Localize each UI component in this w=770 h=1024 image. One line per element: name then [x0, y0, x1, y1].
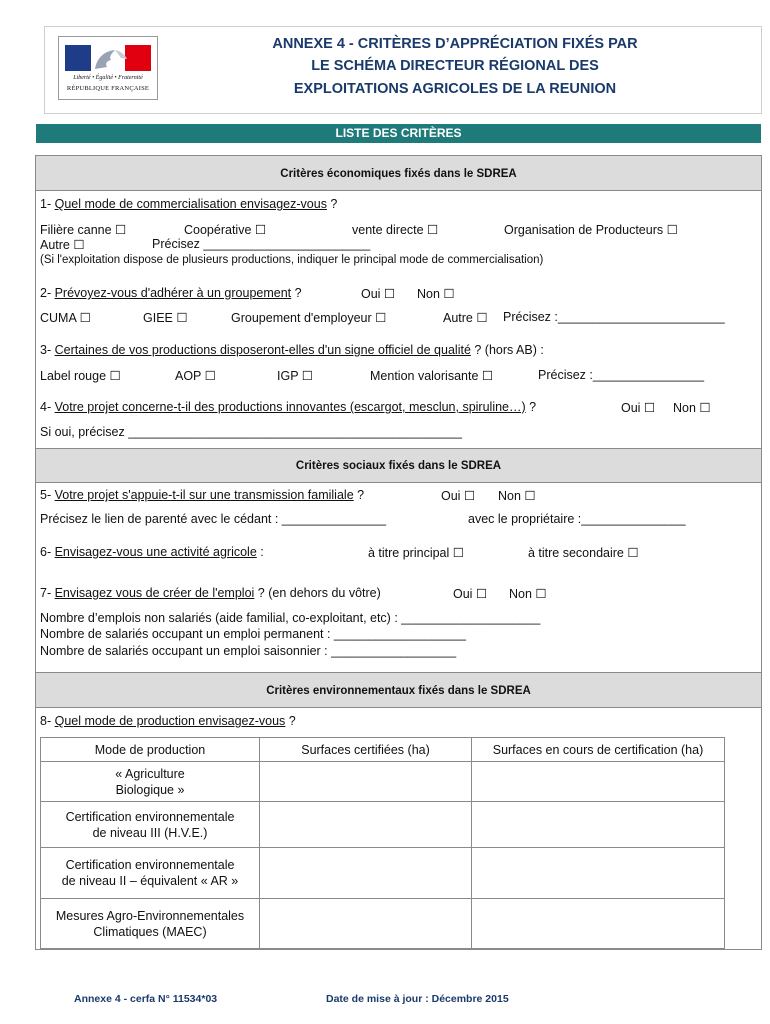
checkbox-q4-non[interactable]: Non ☐	[673, 401, 711, 415]
lien-proprietaire-field[interactable]: avec le propriétaire :_______________	[468, 512, 686, 526]
header-surfaces-en-cours: Surfaces en cours de certification (ha)	[472, 738, 725, 762]
table-row-hve	[41, 802, 725, 848]
precisez-signe-qualite-field[interactable]: Précisez :________________	[538, 368, 705, 382]
checkbox-titre-secondaire[interactable]: à titre secondaire ☐	[528, 546, 639, 560]
question-text: Votre projet s'appuie-t-il sur une transmission familiale	[54, 488, 354, 502]
question-end: ?	[285, 714, 296, 728]
cell-surfaces-certifiees[interactable]	[260, 899, 472, 949]
checkbox-q7-oui[interactable]: Oui ☐	[453, 587, 488, 601]
question-text: Quel mode de commercialisation envisagez-vous	[54, 197, 327, 211]
question-text: Envisagez vous de créer de l'emploi	[54, 586, 255, 600]
checkbox-autre-commercialisation[interactable]: Autre ☐	[40, 238, 85, 252]
checkbox-q2-oui[interactable]: Oui ☐	[361, 287, 396, 301]
cell-surfaces-en-cours[interactable]	[472, 899, 725, 949]
question-text: Envisagez-vous une activité agricole	[54, 545, 257, 559]
row-label-line-1: « Agriculture	[115, 766, 185, 781]
precisez-groupement-field[interactable]: Précisez :________________________	[503, 310, 725, 324]
question-number: 3-	[40, 343, 55, 357]
cell-surfaces-en-cours[interactable]	[472, 802, 725, 848]
checkbox-q2-non[interactable]: Non ☐	[417, 287, 455, 301]
question-text: Certaines de vos productions disposeront-elles d'un signe officiel de qualité	[54, 343, 471, 357]
checkbox-q4-oui[interactable]: Oui ☐	[621, 401, 656, 415]
checkbox-titre-principal[interactable]: à titre principal ☐	[368, 546, 464, 560]
table-header-row	[41, 738, 725, 762]
question-2	[40, 286, 302, 300]
question-4	[40, 400, 536, 414]
cell-surfaces-en-cours[interactable]	[472, 762, 725, 802]
checkbox-cuma[interactable]: CUMA ☐	[40, 311, 91, 325]
checkbox-igp[interactable]: IGP ☐	[277, 369, 313, 383]
section-environmental-heading: Critères environnementaux fixés dans le SDREA	[36, 672, 761, 708]
row-label-line-2: de niveau III (H.V.E.)	[92, 825, 208, 840]
page-title-line-3: EXPLOITATIONS AGRICOLES DE LA REUNION	[293, 81, 617, 97]
logo-devise: Liberté • Égalité • Fraternité	[73, 75, 143, 81]
section-economic-heading: Critères économiques fixés dans le SDREA	[36, 155, 761, 191]
row-label-line-1: Mesures Agro-Environnementales	[55, 908, 245, 923]
question-end: ? (en dehors du vôtre)	[254, 586, 381, 600]
salaries-saisonniers-field[interactable]: Nombre de salariés occupant un emploi saisonnier : __________________	[40, 644, 457, 658]
checkbox-label-rouge[interactable]: Label rouge ☐	[40, 369, 121, 383]
checkbox-aop[interactable]: AOP ☐	[175, 369, 216, 383]
criteria-banner: LISTE DES CRITÈRES	[36, 124, 761, 143]
row-label-line-2: Climatiques (MAEC)	[93, 924, 207, 939]
si-oui-precisez-field[interactable]: Si oui, précisez ________________________________________________	[40, 425, 462, 439]
question-end: ?	[291, 286, 302, 300]
cell-surfaces-certifiees[interactable]	[260, 848, 472, 899]
question-number: 1-	[40, 197, 55, 211]
marianne-flag-icon	[65, 45, 151, 71]
table-row-certification-niveau-2	[41, 848, 725, 899]
question-end: ?	[353, 488, 365, 502]
question-3	[40, 343, 544, 357]
header-surfaces-certifiees: Surfaces certifiées (ha)	[260, 738, 472, 762]
question-end: ?	[525, 400, 537, 414]
question-end: :	[256, 545, 264, 559]
row-label-line-1: Certification environnementale	[65, 809, 235, 824]
question-number: 4-	[40, 400, 55, 414]
cell-surfaces-certifiees[interactable]	[260, 762, 472, 802]
table-row-maec	[41, 899, 725, 949]
salaries-permanents-field[interactable]: Nombre de salariés occupant un emploi permanent : ___________________	[40, 627, 466, 641]
checkbox-giee[interactable]: GIEE ☐	[143, 311, 188, 325]
section-social-heading: Critères sociaux fixés dans le SDREA	[36, 448, 761, 483]
question-number: 7-	[40, 586, 55, 600]
question-end: ? (hors AB) :	[470, 343, 544, 357]
row-label-line-1: Certification environnementale	[65, 858, 235, 872]
production-mode-table	[40, 737, 725, 949]
row-label-line-2: Biologique »	[115, 782, 185, 797]
question-8	[40, 714, 296, 728]
question-text: Prévoyez-vous d'adhérer à un groupement	[54, 286, 292, 300]
cell-surfaces-en-cours[interactable]	[472, 848, 725, 899]
footer-update-date: Date de mise à jour : Décembre 2015	[326, 993, 509, 1005]
question-number: 5-	[40, 488, 55, 502]
lien-parente-field[interactable]: Précisez le lien de parenté avec le cédant : _______________	[40, 512, 387, 526]
row-label	[41, 802, 260, 848]
checkbox-vente-directe[interactable]: vente directe ☐	[352, 223, 439, 237]
question-7	[40, 586, 381, 600]
checkbox-groupement-employeur[interactable]: Groupement d'employeur ☐	[231, 311, 387, 325]
table-row-agriculture-biologique	[41, 762, 725, 802]
cell-surfaces-certifiees[interactable]	[260, 802, 472, 848]
commercialisation-note: (Si l'exploitation dispose de plusieurs productions, indiquer le principal mode de commercialisation)	[40, 254, 544, 266]
checkbox-q5-non[interactable]: Non ☐	[498, 489, 536, 503]
question-text: Votre projet concerne-t-il des productions innovantes (escargot, mesclun, spiruline…)	[54, 400, 526, 414]
header-mode-production: Mode de production	[41, 738, 260, 762]
checkbox-autre-groupement[interactable]: Autre ☐	[443, 311, 488, 325]
row-label	[41, 899, 260, 949]
footer-cerfa: Annexe 4 - cerfa N° 11534*03	[74, 993, 218, 1005]
question-number: 8-	[40, 714, 55, 728]
checkbox-cooperative[interactable]: Coopérative ☐	[184, 223, 267, 237]
row-label	[41, 848, 260, 899]
question-1	[40, 197, 337, 211]
page-title-line-1: ANNEXE 4 - CRITÈRES D’APPRÉCIATION FIXÉS PAR	[272, 36, 638, 52]
question-number: 2-	[40, 286, 55, 300]
checkbox-q5-oui[interactable]: Oui ☐	[441, 489, 476, 503]
page-title-line-2: LE SCHÉMA DIRECTEUR RÉGIONAL DES	[311, 58, 599, 74]
republique-francaise-logo	[58, 36, 158, 100]
checkbox-q7-non[interactable]: Non ☐	[509, 587, 547, 601]
precisez-commercialisation-field[interactable]: Précisez ________________________	[152, 237, 371, 251]
question-number: 6-	[40, 545, 55, 559]
question-6	[40, 545, 264, 559]
emplois-non-salaries-field[interactable]: Nombre d’emplois non salariés (aide familial, co-exploitant, etc) : ____________________	[40, 611, 541, 625]
question-end: ?	[326, 197, 338, 211]
checkbox-mention-valorisante[interactable]: Mention valorisante ☐	[370, 369, 494, 383]
checkbox-organisation-producteurs[interactable]: Organisation de Producteurs ☐	[504, 223, 678, 237]
row-label	[41, 762, 260, 802]
logo-republique: RÉPUBLIQUE FRANÇAISE	[66, 85, 150, 92]
question-text: Quel mode de production envisagez-vous	[54, 714, 286, 728]
checkbox-filiere-canne[interactable]: Filière canne ☐	[40, 223, 127, 237]
row-label-line-2: de niveau II – équivalent « AR »	[61, 874, 239, 888]
question-5	[40, 488, 364, 502]
